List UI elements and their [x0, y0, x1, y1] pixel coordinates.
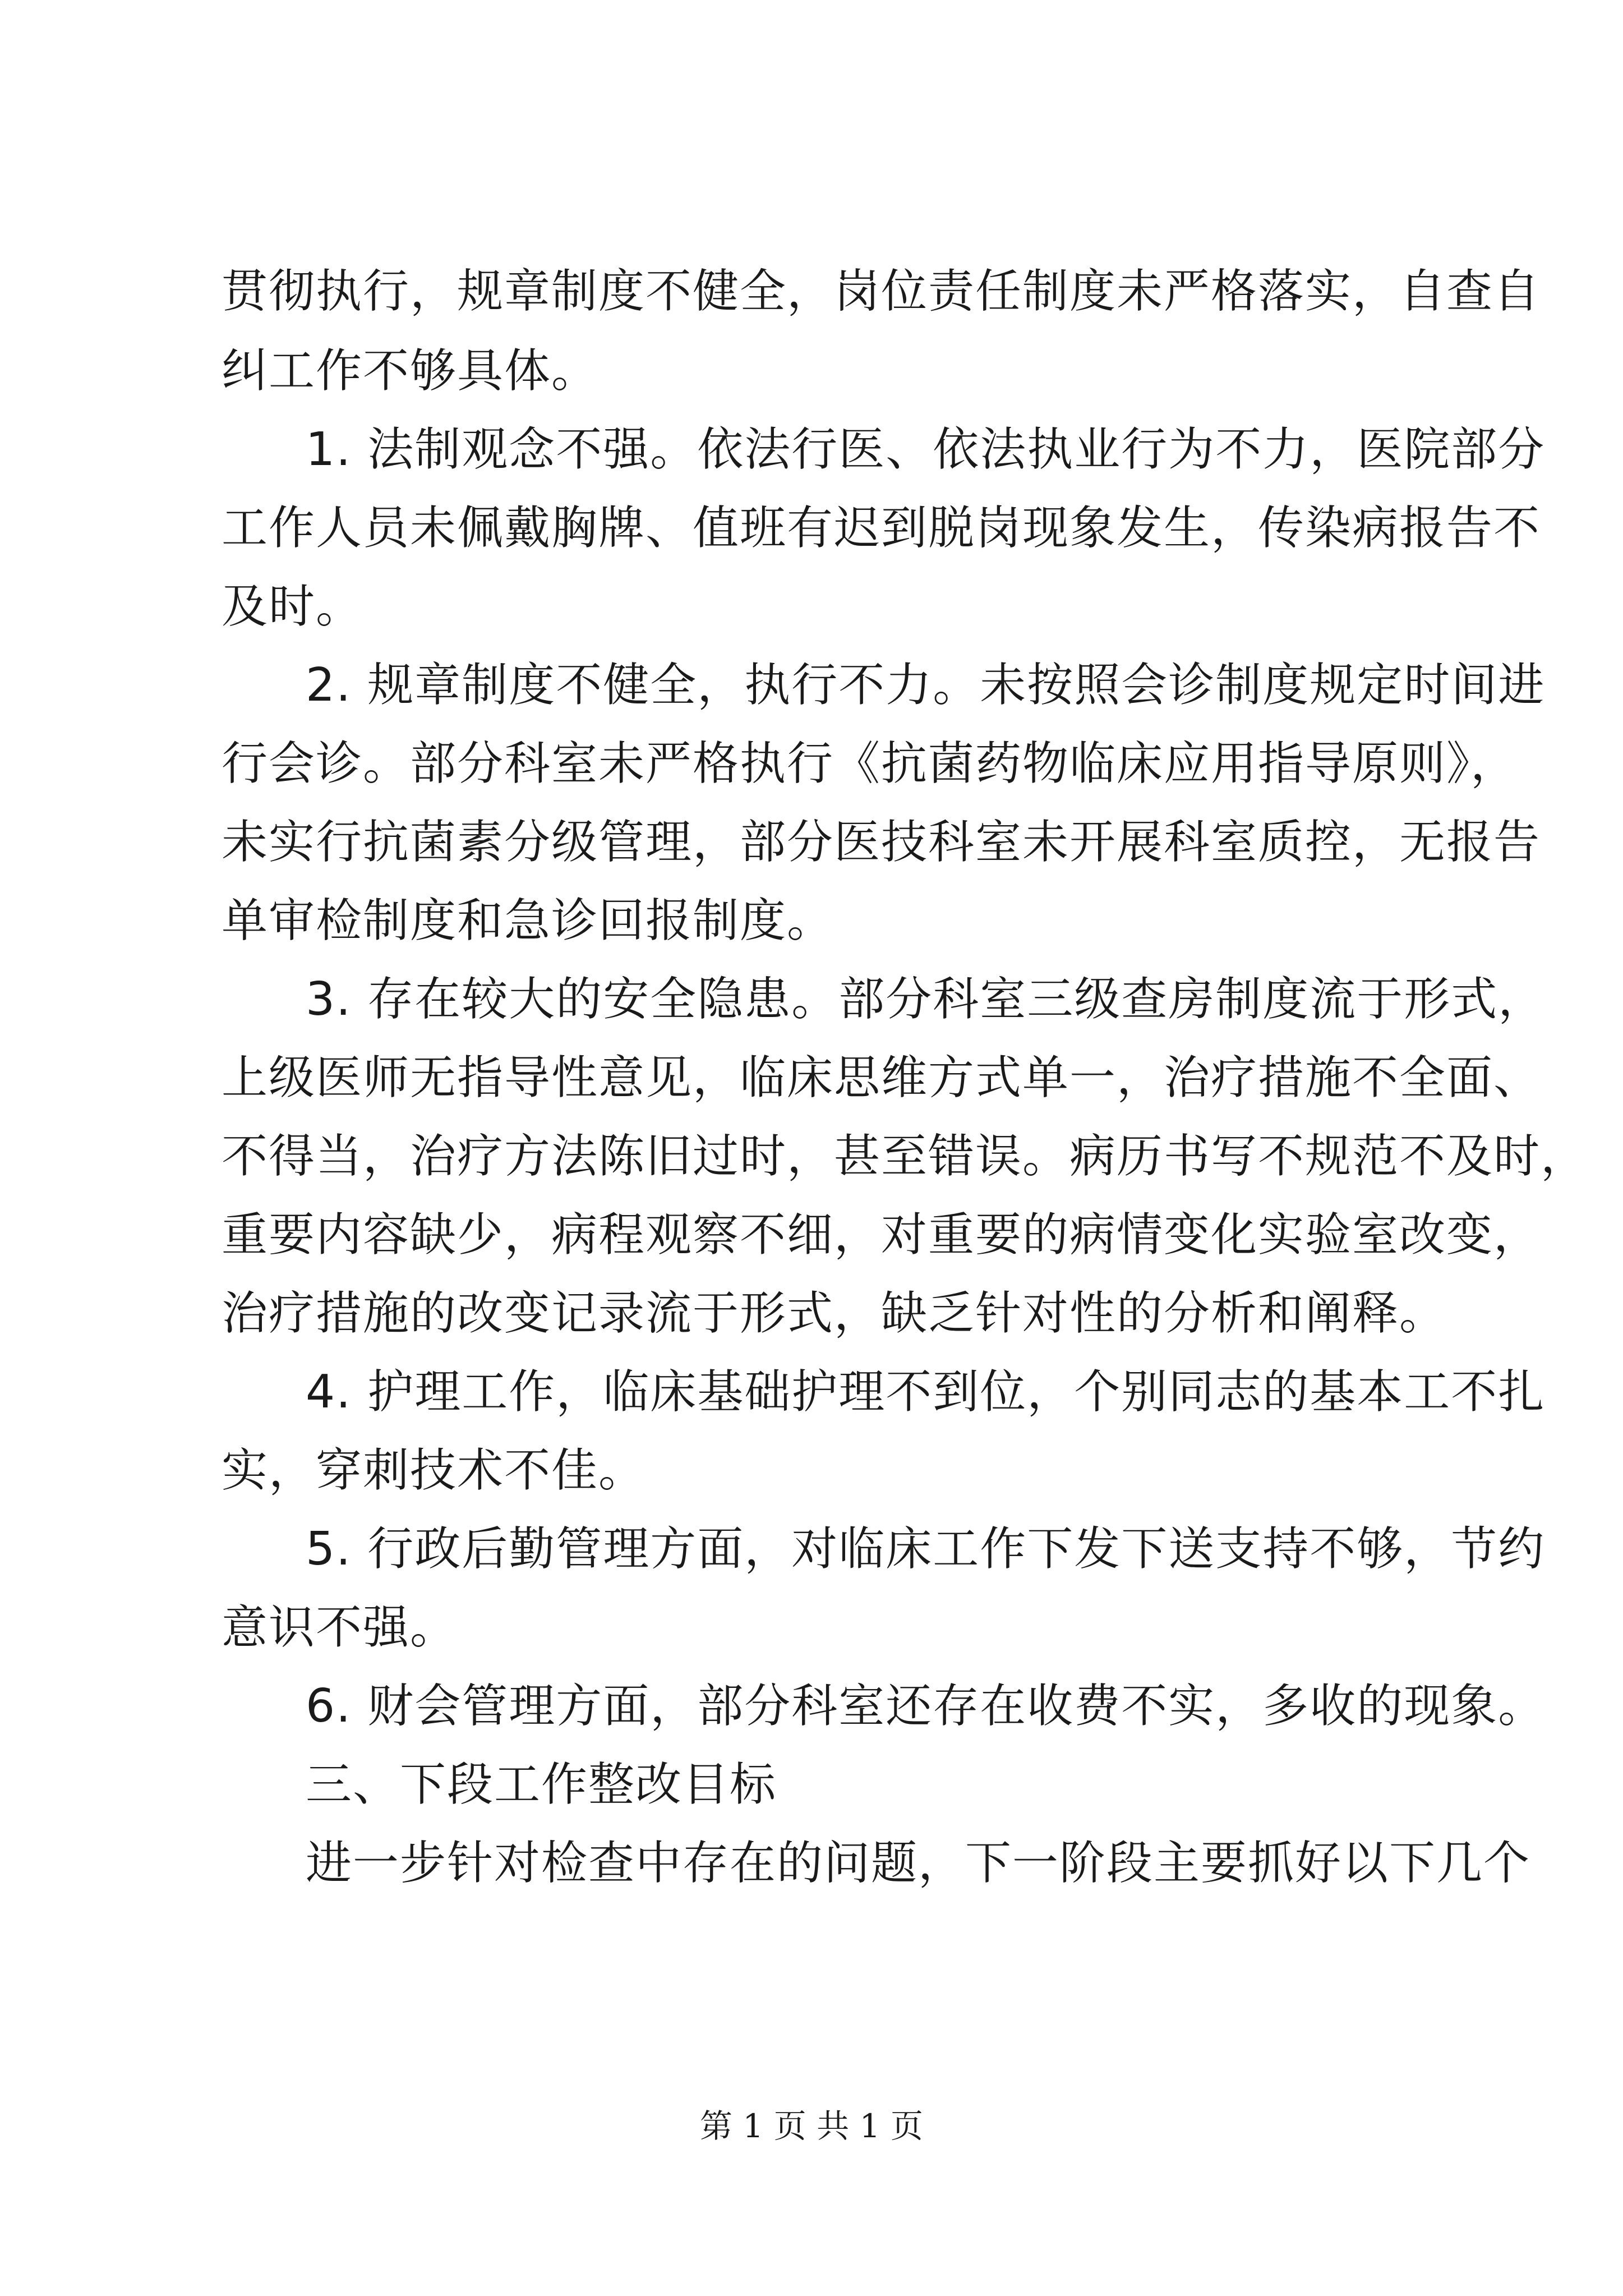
list-item-4-line: 实，穿刺技术不佳。 — [222, 1444, 646, 1497]
list-item-3-line: 3. 存在较大的安全隐患。部分科室三级查房制度流于形式， — [306, 973, 1546, 1026]
list-item-5-line: 意识不强。 — [222, 1601, 458, 1654]
list-item-2-line: 行会诊。部分科室未严格执行《抗菌药物临床应用指导原则》， — [222, 737, 1518, 790]
list-item-3-line: 治疗措施的改变记录流于形式，缺乏针对性的分析和阐释。 — [222, 1287, 1447, 1340]
page-number-footer: 第 1 页 共 1 页 — [700, 2107, 923, 2145]
list-item-3-line: 不得当，治疗方法陈旧过时，甚至错误。病历书写不规范不及时， — [222, 1130, 1588, 1183]
list-item-4-line: 4. 护理工作，临床基础护理不到位，个别同志的基本工不扎 — [306, 1365, 1546, 1419]
list-item-1-line: 1. 法制观念不强。依法行医、依法执业行为不力，医院部分 — [306, 423, 1546, 476]
list-item-1-line: 及时。 — [222, 580, 363, 633]
section-heading: 三、下段工作整改目标 — [306, 1758, 777, 1811]
list-item-3-line: 上级医师无指导性意见，临床思维方式单一，治疗措施不全面、 — [222, 1051, 1541, 1105]
list-item-3-line: 重要内容缺少，病程观察不细，对重要的病情变化实验室改变， — [222, 1208, 1541, 1262]
list-item-2-line: 单审检制度和急诊回报制度。 — [222, 894, 834, 947]
list-item-1-line: 工作人员未佩戴胸牌、值班有迟到脱岗现象发生，传染病报告不 — [222, 501, 1541, 555]
list-item-6-line: 6. 财会管理方面，部分科室还存在收费不实，多收的现象。 — [306, 1680, 1546, 1733]
list-item-5-line: 5. 行政后勤管理方面，对临床工作下发下送支持不够，节约 — [306, 1522, 1546, 1576]
paragraph-line: 贯彻执行，规章制度不健全，岗位责任制度未严格落实，自查自 — [222, 265, 1541, 318]
paragraph-line: 纠工作不够具体。 — [222, 344, 599, 398]
list-item-2-line: 2. 规章制度不健全，执行不力。未按照会诊制度规定时间进 — [306, 659, 1546, 712]
paragraph-line: 进一步针对检查中存在的问题，下一阶段主要抓好以下几个 — [306, 1837, 1531, 1890]
list-item-2-line: 未实行抗菌素分级管理，部分医技科室未开展科室质控，无报告 — [222, 816, 1541, 869]
